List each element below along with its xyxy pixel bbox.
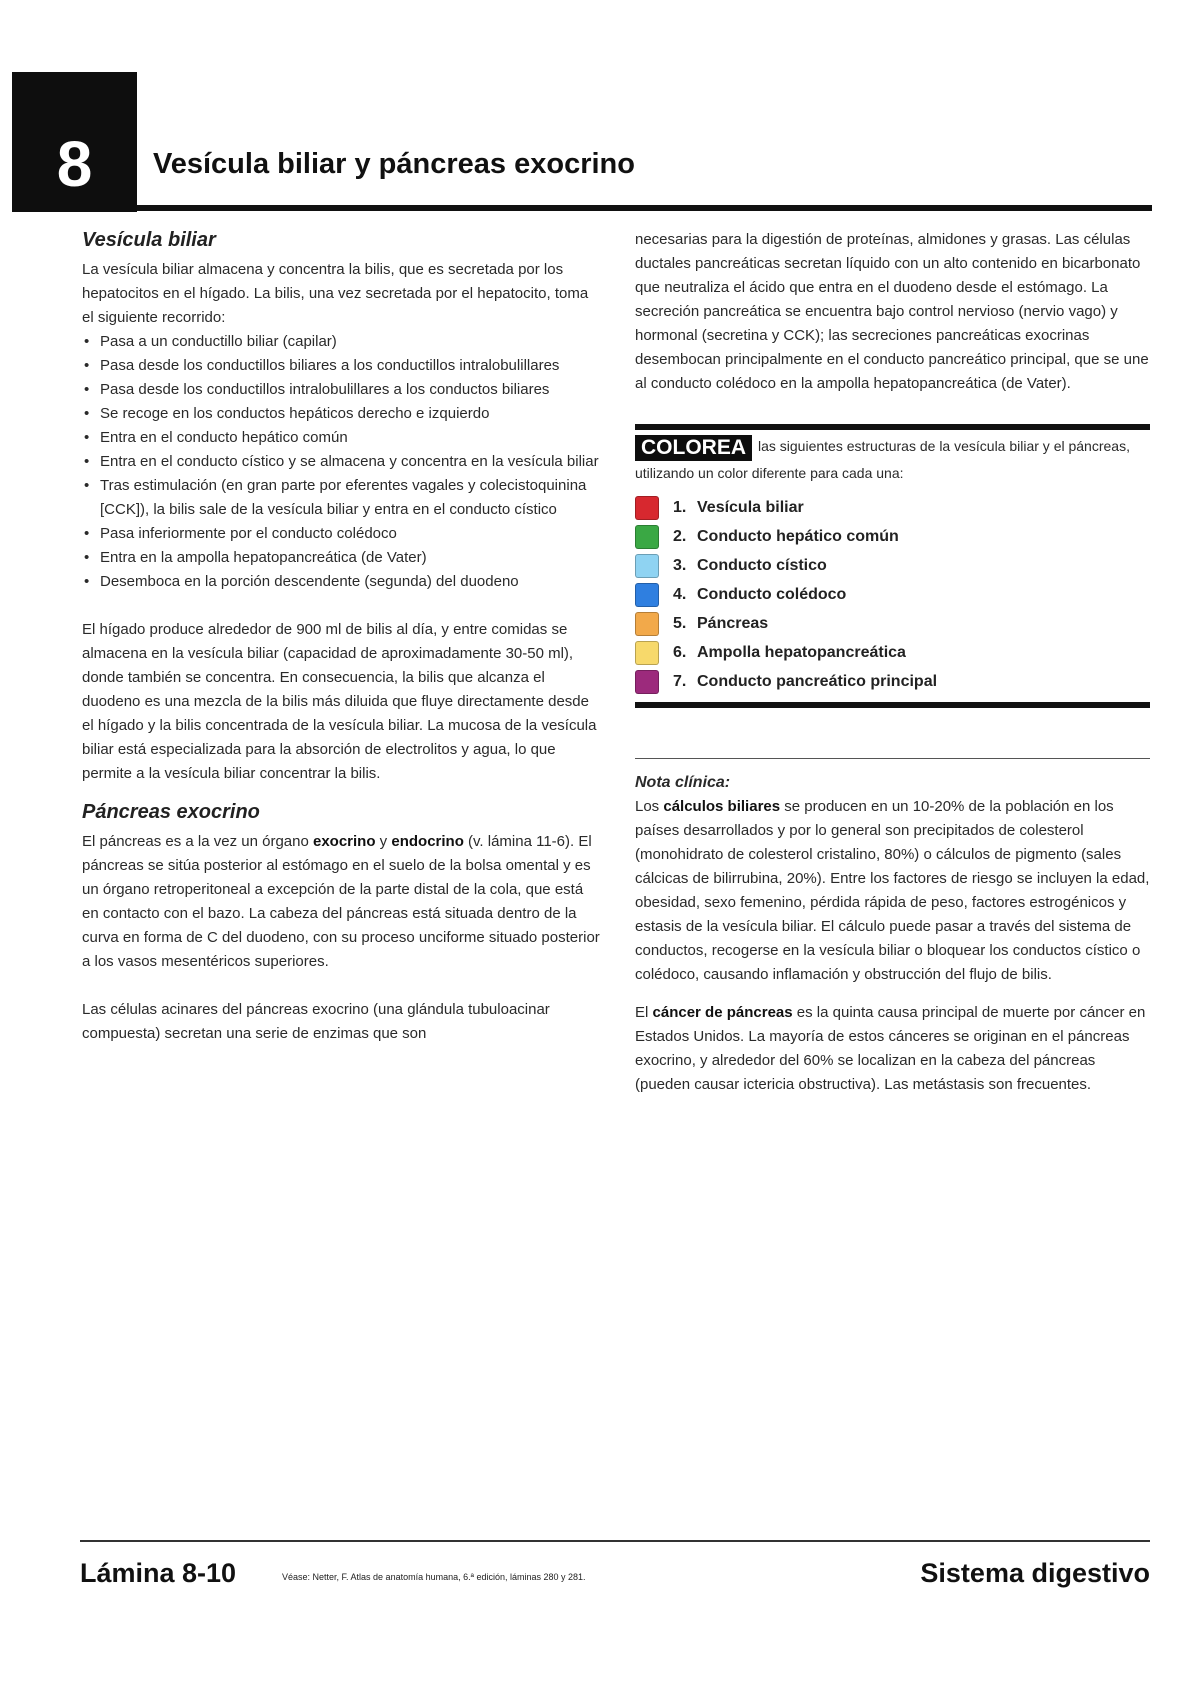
color-swatch[interactable] — [635, 554, 659, 578]
color-swatch[interactable] — [635, 612, 659, 636]
pancreas-paragraph-1: El páncreas es a la vez un órgano exocrino y endocrino (v. lámina 11-6). El páncreas se sitúa posterior al estómago en el suelo de la bolsa omental y es un órgano retroperitoneal a excepción de la parte distal de la cola, que está en contacto con el bazo. La cabeza del páncreas está situada dentro de la curva en forma de C del duodeno, con su proceso unciforme situado posterior a los vasos mesentéricos superiores. — [82, 833, 600, 970]
color-key-item: 2. Conducto hepático común — [635, 522, 1150, 551]
header-rule — [137, 205, 1152, 211]
footer-rule — [80, 1540, 1150, 1542]
right-column — [635, 228, 1150, 1097]
color-key-item: 7. Conducto pancreático principal — [635, 667, 1150, 696]
gallbladder-intro: La vesícula biliar almacena y concentra la bilis, que es secretada por los hepatocitos en el hígado. La bilis, una vez secretada por el hepatocito, toma el siguiente recorrido: — [82, 261, 589, 326]
list-item: • Pasa a un conductillo biliar (capilar) — [82, 330, 602, 354]
list-item: • Tras estimulación (en gran parte por eferentes vagales y colecistoquinina [CCK]), la bilis sale de la vesícula biliar y entra en el conducto cístico — [82, 474, 602, 522]
bold-term: cálculos biliares — [663, 798, 781, 815]
chapter-number-box — [12, 72, 137, 212]
bold-term: cáncer de páncreas — [652, 1004, 793, 1021]
color-key-list — [635, 493, 1150, 696]
list-item: • Entra en la ampolla hepatopancreática (de Vater) — [82, 546, 602, 570]
bold-term: exocrino — [312, 833, 376, 850]
list-item: • Pasa desde los conductillos biliares a los conductillos intralobulillares — [82, 354, 602, 378]
color-key-item: 4. Conducto colédoco — [635, 580, 1150, 609]
coloring-box — [635, 424, 1150, 708]
color-key-item: 1. Vesícula biliar — [635, 493, 1150, 522]
clinical-note-heading: Nota clínica: — [635, 774, 731, 791]
gallbladder-paragraph: El hígado produce alrededor de 900 ml de bilis al día, y entre comidas se almacena en la vesícula biliar (capacidad de aproximadamente 30-50 ml), donde también se concentra. En consecuencia, la bilis que alcanza el duodeno es una mezcla de la bilis más diluida que fluye directamente desde el hígado y la bilis concentrada de la vesícula biliar. La mucosa de la vesícula biliar está especializada para la absorción de electrolitos y agua, lo que permite a la vesícula biliar concentrar la bilis. — [82, 621, 597, 782]
list-item: • Se recoge en los conductos hepáticos derecho e izquierdo — [82, 402, 602, 426]
coloring-box-top-rule — [635, 424, 1150, 430]
bold-term: endocrino — [391, 833, 464, 850]
left-column — [82, 228, 602, 1046]
color-swatch[interactable] — [635, 583, 659, 607]
pancreas-heading: Páncreas exocrino — [82, 801, 260, 823]
bile-route-list — [82, 330, 602, 594]
plate-number: Lámina 8-10 — [80, 1558, 237, 1588]
pancreas-paragraph-2-start: Las células acinares del páncreas exocrino (una glándula tubuloacinar compuesta) secretan una serie de enzimas que son — [82, 1001, 550, 1042]
page-title: Vesícula biliar y páncreas exocrino — [153, 148, 635, 180]
color-key-item: 6. Ampolla hepatopancreática — [635, 638, 1150, 667]
clinical-note-gallstones: Los cálculos biliares se producen en un 10-20% de la población en los países desarrollados y por lo general son precipitados de colesterol (monohidrato de colesterol cristalino, 80%) o cálculos de pigmento (sales cálcicas de bilirrubina, 20%). Entre los factores de riesgo se incluyen la edad, obesidad, sexo femenino, pérdida rápida de peso, factores estrogénicos y estasis de la vesícula biliar. El cálculo puede pasar a través del sistema de conductos, recogerse en la vesícula biliar o bloquear los conductos cístico o colédoco, causando inflamación y obstrucción del flujo de bilis. — [635, 798, 1150, 983]
color-key-item: 5. Páncreas — [635, 609, 1150, 638]
pancreas-paragraph-2-end: necesarias para la digestión de proteínas, almidones y grasas. Las células ductales pancreáticas secretan líquido con un alto contenido en bicarbonato que neutraliza el ácido que entra en el duodeno desde el estómago. La secreción pancreática se encuentra bajo control nervioso (nervio vago) y hormonal (secretina y CCK); las secreciones pancreáticas exocrinas desembocan principalmente en el conducto pancreático principal, que se une al conducto colédoco en la ampolla hepatopancreática (de Vater). — [635, 231, 1149, 392]
color-key-item: 3. Conducto cístico — [635, 551, 1150, 580]
color-swatch[interactable] — [635, 670, 659, 694]
list-item: • Pasa desde los conductillos intralobulillares a los conductos biliares — [82, 378, 602, 402]
gallbladder-heading: Vesícula biliar — [82, 229, 216, 251]
coloring-box-bottom-rule — [635, 702, 1150, 708]
list-item: • Entra en el conducto cístico y se almacena y concentra en la vesícula biliar — [82, 450, 602, 474]
reference-note: Véase: Netter, F. Atlas de anatomía humana, 6.ª edición, láminas 280 y 281. — [282, 1572, 586, 1582]
coloring-instructions: COLOREA las siguientes estructuras de la vesícula biliar y el páncreas, utilizando un color diferente para cada una: — [635, 436, 1130, 481]
color-swatch[interactable] — [635, 525, 659, 549]
section-name: Sistema digestivo — [920, 1558, 1150, 1588]
clinical-note-pancreatic-cancer: El cáncer de páncreas es la quinta causa principal de muerte por cáncer en Estados Unidos. La mayoría de estos cánceres se originan en el páncreas exocrino, y alrededor del 60% se localizan en la cabeza del páncreas (pueden causar ictericia obstructiva). Las metástasis son frecuentes. — [635, 1004, 1146, 1093]
color-swatch[interactable] — [635, 496, 659, 520]
chapter-number: 8 — [56, 128, 93, 200]
clinical-note-rule — [635, 758, 1150, 759]
list-item: • Entra en el conducto hepático común — [82, 426, 602, 450]
colorea-tag: COLOREA — [635, 435, 752, 461]
list-item: • Pasa inferiormente por el conducto colédoco — [82, 522, 602, 546]
color-swatch[interactable] — [635, 641, 659, 665]
list-item: • Desemboca en la porción descendente (segunda) del duodeno — [82, 570, 602, 594]
